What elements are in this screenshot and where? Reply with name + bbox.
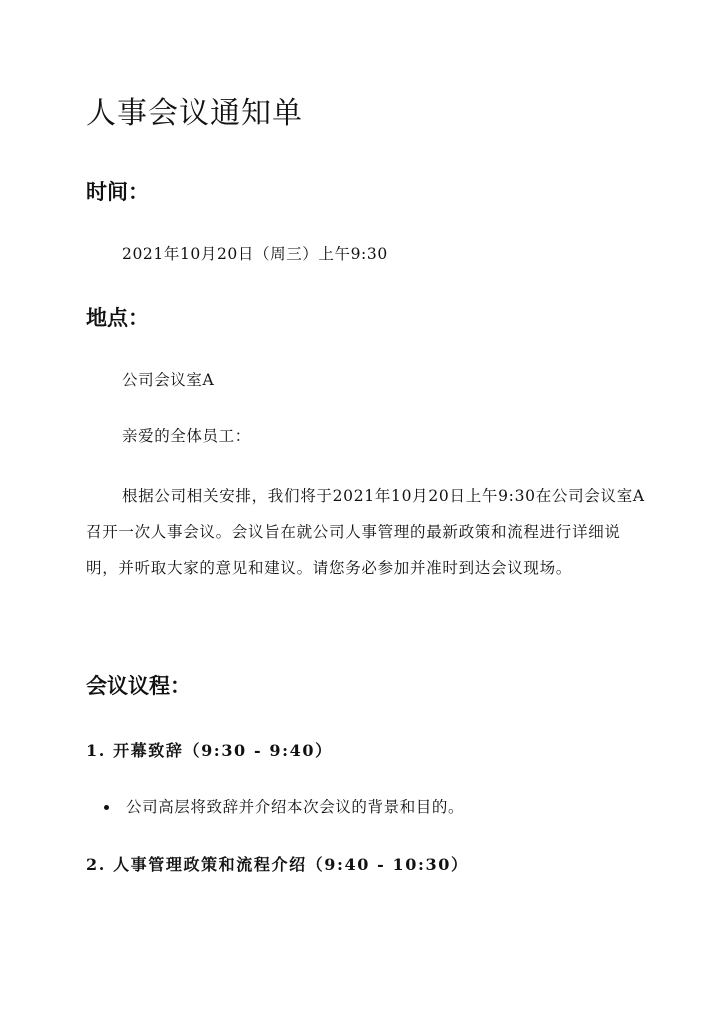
agenda-heading: 会议议程： [86,673,191,698]
location-value: 公司会议室A [122,371,215,389]
document-title: 人事会议通知单 [86,96,303,131]
bullet-icon [104,805,109,810]
agenda-item-2-title: 2. 人事管理政策和流程介绍（9:40 - 10:30） [86,855,469,874]
agenda-item-1-bullet-text: 公司高层将致辞并介绍本次会议的背景和目的。 [126,798,465,816]
greeting: 亲爱的全体员工： [122,427,251,445]
agenda-item-1-title: 1. 开幕致辞（9:30 - 9:40） [86,741,333,760]
body-paragraph: 根据公司相关安排，我们将于2021年10月20日上午9:30在公司会议室A召开一次人事会议。会议旨在就公司人事管理的最新政策和流程进行详细说明，并听取大家的意见和建议。请您务必参加并准时到达会议现场。 [86,487,645,577]
time-heading: 时间： [86,179,149,204]
time-value: 2021年10月20日（周三）上午9:30 [122,245,388,263]
agenda-item-1-bullet [104,795,464,817]
location-heading: 地点： [86,305,149,330]
